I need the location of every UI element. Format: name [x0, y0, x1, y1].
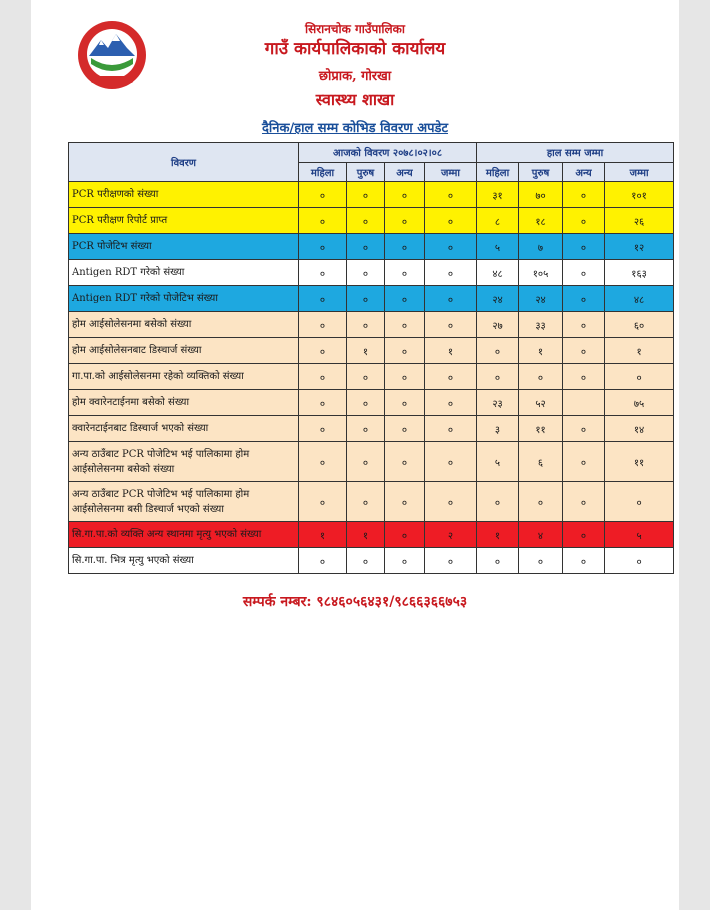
row-label: अन्य ठाउँबाट PCR पोजेटिभ भई पालिकामा होम आईसोलेसनमा बसी डिस्चार्ज भएको संख्या: [69, 482, 299, 522]
table-row: [69, 390, 674, 416]
table-cell: ०: [563, 312, 605, 338]
table-cell: ०: [477, 482, 519, 522]
row-label: PCR परीक्षण रिपोर्ट प्राप्त: [69, 208, 299, 234]
row-label: PCR परीक्षणको संख्या: [69, 182, 299, 208]
sub-header: पुरुष: [347, 162, 385, 182]
table-cell: ०: [347, 208, 385, 234]
row-label: गा.पा.को आईसोलेसनमा रहेको व्यक्तिको संख्या: [69, 364, 299, 390]
table-cell: ११: [519, 416, 563, 442]
table-cell: ०: [299, 482, 347, 522]
table-cell: ०: [299, 390, 347, 416]
table-cell: ०: [519, 482, 563, 522]
municipality-name: सिरानचोक गाउँपालिका: [305, 22, 405, 36]
table-cell: १: [347, 522, 385, 548]
table-cell: ०: [563, 416, 605, 442]
sub-header: महिला: [477, 162, 519, 182]
table-cell: ३३: [519, 312, 563, 338]
table-cell: ०: [563, 522, 605, 548]
table-row: [69, 482, 674, 522]
table-cell: ०: [425, 260, 477, 286]
table-cell: ७५: [605, 390, 674, 416]
table-cell: ०: [477, 548, 519, 574]
row-label: होम आईसोलेसनबाट डिस्चार्ज संख्या: [69, 338, 299, 364]
table-cell: ०: [425, 482, 477, 522]
table-cell: ०: [563, 208, 605, 234]
table-cell: ६: [519, 442, 563, 482]
table-cell: २७: [477, 312, 519, 338]
today-group-header: आजको विवरण २०७८।०२।०८: [299, 143, 477, 163]
table-cell: ०: [299, 312, 347, 338]
row-label: Antigen RDT गरेको संख्या: [69, 260, 299, 286]
table-cell: ०: [519, 364, 563, 390]
table-row: [69, 548, 674, 574]
row-label: अन्य ठाउँबाट PCR पोजेटिभ भई पालिकामा होम आईसोलेसनमा बसेको संख्या: [69, 442, 299, 482]
table-cell: ०: [385, 416, 425, 442]
sub-header: महिला: [299, 162, 347, 182]
table-row: [69, 182, 674, 208]
table-row: [69, 234, 674, 260]
table-row: [69, 364, 674, 390]
table-cell: ०: [563, 182, 605, 208]
table-cell: २: [425, 522, 477, 548]
table-cell: १४: [605, 416, 674, 442]
table-cell: [563, 390, 605, 416]
table-cell: ०: [299, 338, 347, 364]
table-cell: ०: [563, 548, 605, 574]
table-cell: ५२: [519, 390, 563, 416]
table-cell: ०: [425, 416, 477, 442]
sub-header: जम्मा: [425, 162, 477, 182]
row-label: होम आईसोलेसनमा बसेको संख्या: [69, 312, 299, 338]
table-cell: ०: [385, 442, 425, 482]
table-cell: ५: [477, 234, 519, 260]
table-cell: ०: [299, 364, 347, 390]
table-cell: ८: [477, 208, 519, 234]
table-cell: ५: [605, 522, 674, 548]
table-cell: १: [347, 338, 385, 364]
table-cell: ०: [425, 548, 477, 574]
table-cell: ०: [299, 548, 347, 574]
table-cell: ०: [477, 338, 519, 364]
table-cell: ०: [347, 182, 385, 208]
table-cell: १: [519, 338, 563, 364]
table-row: [69, 208, 674, 234]
table-cell: १८: [519, 208, 563, 234]
table-cell: ०: [425, 208, 477, 234]
table-cell: ०: [563, 482, 605, 522]
table-row: [69, 442, 674, 482]
table-cell: ०: [299, 286, 347, 312]
table-cell: ०: [347, 548, 385, 574]
table-row: [69, 522, 674, 548]
table-cell: ०: [385, 522, 425, 548]
table-cell: ०: [299, 234, 347, 260]
table-cell: ०: [477, 364, 519, 390]
table-cell: ०: [425, 390, 477, 416]
table-cell: ०: [519, 548, 563, 574]
row-label: Antigen RDT गरेको पोजेटिभ संख्या: [69, 286, 299, 312]
table-cell: १२: [605, 234, 674, 260]
table-cell: ०: [347, 312, 385, 338]
table-cell: ०: [299, 260, 347, 286]
table-cell: ०: [385, 234, 425, 260]
sub-header: अन्य: [563, 162, 605, 182]
table-cell: २३: [477, 390, 519, 416]
sub-header: अन्य: [385, 162, 425, 182]
table-cell: ०: [605, 548, 674, 574]
page-subtitle: दैनिक/हाल सम्म कोभिड विवरण अपडेट: [261, 121, 449, 136]
table-cell: ०: [605, 364, 674, 390]
table-cell: ०: [563, 338, 605, 364]
table-cell: १०५: [519, 260, 563, 286]
table-cell: ०: [605, 482, 674, 522]
table-cell: ०: [425, 182, 477, 208]
table-cell: ०: [385, 208, 425, 234]
item-column-header: विवरण: [69, 143, 299, 182]
table-cell: ०: [425, 286, 477, 312]
table-cell: १६३: [605, 260, 674, 286]
table-cell: ०: [563, 260, 605, 286]
section-name: स्वास्थ्य शाखा: [315, 90, 395, 109]
table-cell: ०: [425, 442, 477, 482]
covid-status-table: [68, 142, 674, 574]
table-cell: ४: [519, 522, 563, 548]
table-cell: ०: [385, 260, 425, 286]
row-label: क्वारेनटाईनबाट डिस्चार्ज भएको संख्या: [69, 416, 299, 442]
table-cell: ०: [385, 482, 425, 522]
table-cell: २४: [477, 286, 519, 312]
office-address: छोप्राक, गोरखा: [318, 69, 392, 84]
table-cell: ०: [563, 364, 605, 390]
table-cell: ०: [385, 312, 425, 338]
table-cell: ०: [563, 234, 605, 260]
row-label: PCR पोजेटिभ संख्या: [69, 234, 299, 260]
table-cell: ०: [563, 286, 605, 312]
table-cell: ०: [299, 442, 347, 482]
table-cell: ५: [477, 442, 519, 482]
row-label: सि.गा.पा. भित्र मृत्यु भएको संख्या: [69, 548, 299, 574]
table-cell: ३१: [477, 182, 519, 208]
table-cell: ०: [563, 442, 605, 482]
table-cell: ६०: [605, 312, 674, 338]
table-cell: २४: [519, 286, 563, 312]
table-cell: ०: [347, 260, 385, 286]
table-cell: ०: [299, 208, 347, 234]
table-row: [69, 312, 674, 338]
table-cell: ०: [347, 364, 385, 390]
table-cell: ०: [347, 286, 385, 312]
table-cell: ०: [385, 286, 425, 312]
table-cell: ०: [425, 364, 477, 390]
contact-numbers: सम्पर्क नम्बर: ९८४६०५६४३१/९८६६३६६७५३: [242, 594, 468, 610]
table-row: [69, 286, 674, 312]
row-label: सि.गा.पा.को व्यक्ति अन्य स्थानमा मृत्यु भएको संख्या: [69, 522, 299, 548]
row-label: होम क्वारेनटाईनमा बसेको संख्या: [69, 390, 299, 416]
sub-header: पुरुष: [519, 162, 563, 182]
table-cell: ०: [385, 390, 425, 416]
table-cell: ४८: [477, 260, 519, 286]
table-cell: ०: [385, 548, 425, 574]
table-cell: ०: [347, 442, 385, 482]
table-cell: ०: [385, 338, 425, 364]
table-cell: ०: [299, 416, 347, 442]
table-cell: १: [425, 338, 477, 364]
table-cell: ०: [299, 182, 347, 208]
table-row: [69, 338, 674, 364]
table-cell: ०: [347, 234, 385, 260]
table-cell: ०: [425, 234, 477, 260]
table-cell: ०: [347, 390, 385, 416]
table-cell: ०: [385, 364, 425, 390]
table-row: [69, 260, 674, 286]
office-name: गाउँ कार्यपालिकाको कार्यालय: [264, 39, 446, 59]
table-cell: ७: [519, 234, 563, 260]
table-row: [69, 416, 674, 442]
sub-header: जम्मा: [605, 162, 674, 182]
table-cell: १: [477, 522, 519, 548]
document-page: [31, 0, 679, 910]
table-cell: ०: [347, 416, 385, 442]
table-cell: २६: [605, 208, 674, 234]
table-cell: १०१: [605, 182, 674, 208]
table-cell: ०: [347, 482, 385, 522]
table-cell: ०: [425, 312, 477, 338]
table-cell: १: [299, 522, 347, 548]
table-cell: ३: [477, 416, 519, 442]
table-cell: १: [605, 338, 674, 364]
cumulative-group-header: हाल सम्म जम्मा: [477, 143, 674, 163]
table-cell: ४८: [605, 286, 674, 312]
table-cell: ७०: [519, 182, 563, 208]
table-cell: ०: [385, 182, 425, 208]
table-cell: ११: [605, 442, 674, 482]
